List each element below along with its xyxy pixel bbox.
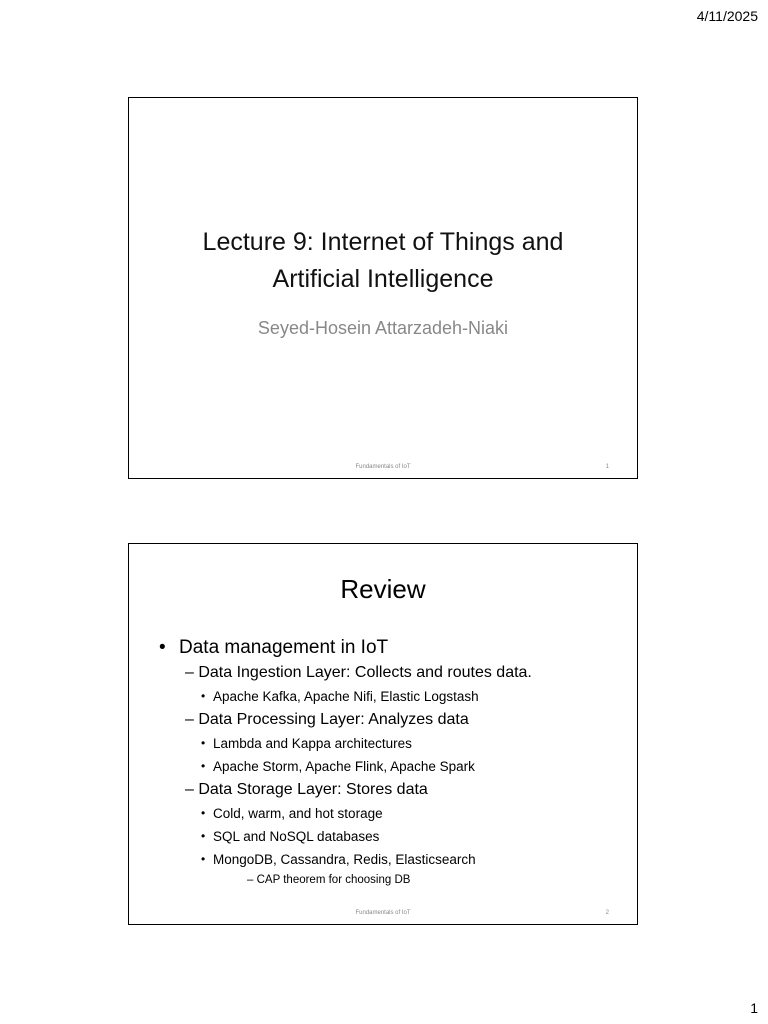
footer-text: Fundamentals of IoT <box>355 464 411 470</box>
footer-text: Fundamentals of IoT <box>355 910 411 916</box>
processing-tools: • Apache Storm, Apache Flink, Apache Spark <box>159 755 617 778</box>
title-block <box>129 224 637 339</box>
bullet-level-1: • Data management in IoT <box>159 635 617 661</box>
slide-heading: Review <box>340 574 426 604</box>
ingestion-layer-item: – Data Ingestion Layer: Collects and routes data. <box>185 664 532 681</box>
ingestion-tools: • Apache Kafka, Apache Nifi, Elastic Logstash <box>159 685 617 708</box>
slide-thumbnail-2 <box>128 543 638 925</box>
storage-db-products: • MongoDB, Cassandra, Redis, Elasticsearch <box>159 848 617 871</box>
lecture-title-line-2: Artificial Intelligence <box>272 265 494 293</box>
processing-layer-item: – Data Processing Layer: Analyzes data <box>185 711 469 728</box>
bullet-list <box>159 635 617 889</box>
storage-tiers: • Cold, warm, and hot storage <box>159 802 617 825</box>
slide-number: 1 <box>605 464 609 470</box>
lecture-title <box>129 224 637 298</box>
cap-theorem-item: – CAP theorem for choosing DB <box>247 874 411 886</box>
page-number: 1 <box>750 1000 758 1016</box>
author-name: Seyed-Hosein Attarzadeh-Niaki <box>257 318 509 338</box>
storage-layer-item: – Data Storage Layer: Stores data <box>185 781 428 798</box>
slide-thumbnail-1 <box>128 97 638 479</box>
print-date: 4/11/2025 <box>696 8 758 24</box>
processing-architectures: • Lambda and Kappa architectures <box>159 732 617 755</box>
slide-number: 2 <box>605 910 609 916</box>
storage-db-types: • SQL and NoSQL databases <box>159 825 617 848</box>
lecture-title-line-1: Lecture 9: Internet of Things and <box>202 228 564 256</box>
